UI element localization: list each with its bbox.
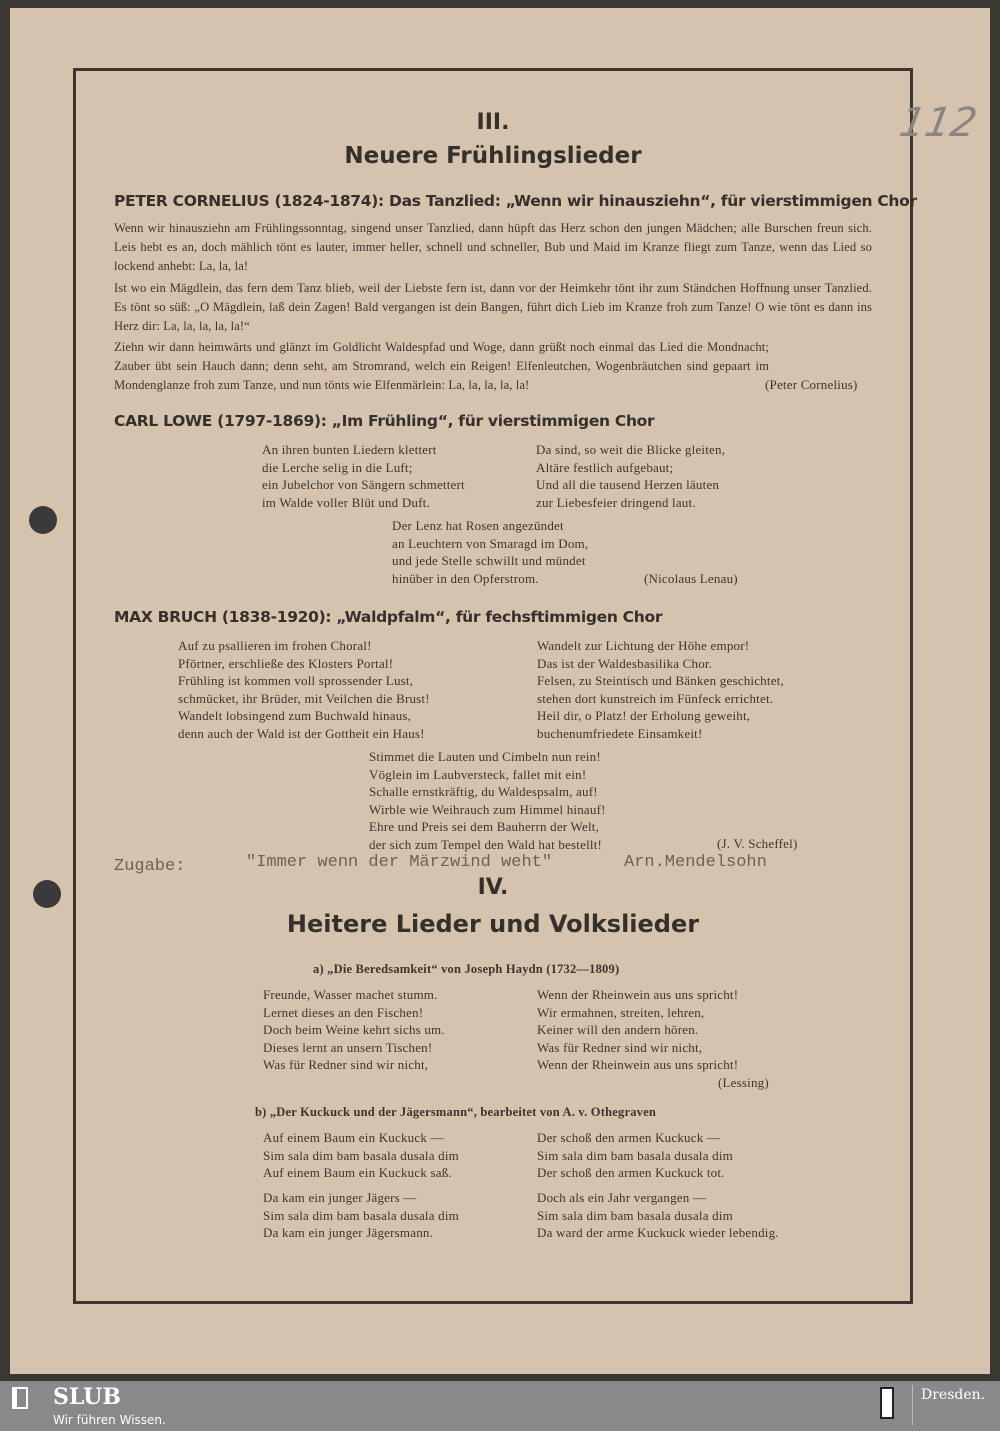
verse-line: Auf zu psallieren im frohen Choral! [178, 638, 372, 653]
attribution: (J. V. Scheffel) [717, 836, 798, 851]
verse-center [369, 748, 606, 854]
verse-line: Sim sala dim bam basala dusala dim [263, 1147, 459, 1163]
piece-heading-loewe: CARL LOWE (1797-1869): „Im Frühling“, für vierstimmigen Chor [114, 412, 655, 430]
verse-line: Da sind, so weit die Blicke gleiten, [536, 442, 726, 457]
verse-left [178, 637, 430, 743]
handwritten-page-number: 112 [895, 100, 981, 146]
section-numeral: III. [476, 110, 510, 135]
verse-line: Und all die tausend Herzen läuten [536, 477, 720, 493]
verse-line: Sim sala dim bam basala dusala dim [263, 1207, 459, 1223]
verse-right [537, 1189, 779, 1242]
verse-line: Wirble wie Weihrauch zum Himmel hinauf! [369, 801, 606, 817]
verse-line: Das ist der Waldesbasilika Chor. [537, 655, 713, 671]
brand-tagline: Wir führen Wissen. [53, 1413, 166, 1427]
verse-line: Wandelt zur Lichtung der Höhe empor! [537, 638, 750, 653]
verse-line: Dieses lernt an unsern Tischen! [263, 1039, 433, 1055]
verse-line: Pförtner, erschließe des Klosters Portal! [178, 655, 394, 671]
verse-line: Auf einem Baum ein Kuckuck — [263, 1130, 444, 1145]
piece-heading-kuckuck: b) „Der Kuckuck und der Jägersmann“, bearbeitet von A. v. Othegraven [255, 1105, 656, 1119]
verse-line: Da kam ein junger Jägers — [263, 1190, 417, 1205]
verse-left [262, 441, 465, 511]
divider [912, 1385, 913, 1425]
verse-line: hinüber in den Opferstrom. [392, 570, 539, 586]
verse-line: Heil dir, o Platz! der Erholung geweiht, [537, 708, 751, 724]
verse-line: Der schoß den armen Kuckuck — [537, 1130, 721, 1145]
verse-line: Vöglein im Laubversteck, fallet mit ein! [369, 766, 587, 782]
footer-bar [0, 1381, 1000, 1431]
verse-line: Sim sala dim bam basala dusala dim [537, 1207, 733, 1223]
verse-right [537, 637, 784, 743]
verse-line: Der schoß den armen Kuckuck tot. [537, 1165, 725, 1181]
piece-heading-bruch: MAX BRUCH (1838-1920): „Waldpfalm“, für fechsftimmigen Chor [114, 608, 663, 626]
verse-line: Ehre und Preis sei dem Bauherrn der Welt, [369, 819, 600, 835]
section-title: Neuere Frühlingslieder [344, 143, 642, 169]
verse-line: Der Lenz hat Rosen angezündet [392, 518, 564, 533]
verse-line: die Lerche selig in die Luft; [262, 459, 413, 475]
brand-logo: SLUB [53, 1384, 121, 1410]
verse-line: Keiner will den andern hören. [537, 1022, 699, 1038]
verse-line: Lernet dieses an den Fischen! [263, 1004, 424, 1020]
encore-composer: Arn.Mendelsohn [624, 853, 767, 872]
encore-title: "Immer wenn der Märzwind weht" [246, 853, 553, 872]
piece-heading-cornelius: PETER CORNELIUS (1824-1874): Das Tanzlied: „Wenn wir hinausziehn“, für vierstimmigen Chor [114, 192, 917, 210]
verse-line: Da kam ein junger Jägersmann. [263, 1225, 434, 1241]
piece-heading-haydn: a) „Die Beredsamkeit“ von Joseph Haydn (1732—1809) [313, 962, 620, 976]
punch-hole [29, 506, 57, 534]
section-numeral: IV. [477, 875, 509, 900]
paragraph: Wenn wir hinausziehn am Frühlingssonntag, singend unser Tanzlied, dann hüpft das Herz schon den jungen Mädchen; alle Burschen freun sich. Leis hebt es an, doch mählich tönt es lauter, immer heller, schnell und schneller, Bub und Maid im Kranze fliegt zum Tanze, wenn das Lied so lockend anhebt: La, la, la! [114, 221, 872, 273]
verse-line: Was für Redner sind wir nicht, [537, 1039, 703, 1055]
verse-left [263, 986, 445, 1074]
verse-line: Sim sala dim bam basala dusala dim [537, 1147, 733, 1163]
verse-line: Wir ermahnen, streiten, lehren, [537, 1004, 705, 1020]
verse-line: Doch als ein Jahr vergangen — [537, 1190, 707, 1205]
verse-line: Was für Redner sind wir nicht, [263, 1057, 429, 1073]
verse-line: ein Jubelchor von Sängern schmettert [262, 477, 465, 493]
verse-line: an Leuchtern von Smaragd im Dom, [392, 535, 589, 551]
encore-label: Zugabe: [114, 857, 186, 876]
paragraph: Ziehn wir dann heimwärts und glänzt im Goldlicht Waldespfad und Woge, dann grüßt noch einmal das Lied die Mondnacht; Zauber übt sein Hauch dann; denn seht, am Stromrand, welch ein Reigen! Elfenleutchen, Wogenbräutchen sind gepaart im Mondenglanze froh zum Tanze, und nun tönts wie Elfenmärlein: La, la, la, la, la! [114, 340, 769, 392]
verse-line: Wenn der Rheinwein aus uns spricht! [537, 1057, 739, 1073]
verse-right [536, 441, 725, 511]
verse-right [537, 986, 738, 1074]
verse-left [263, 1129, 459, 1182]
attribution: (Lessing) [718, 1075, 769, 1090]
book-icon [12, 1387, 28, 1409]
verse-right [537, 1129, 733, 1182]
verse-line: Freunde, Wasser machet stumm. [263, 987, 438, 1002]
verse-line: Frühling ist kommen voll sprossender Lust, [178, 673, 414, 689]
verse-line: Stimmet die Lauten und Cimbeln nun rein! [369, 749, 601, 764]
verse-line: Doch beim Weine kehrt sichs um. [263, 1022, 445, 1038]
verse-line: Felsen, zu Steintisch und Bänken geschichtet, [537, 673, 784, 689]
verse-line: Wandelt lobsingend zum Buchwald hinaus, [178, 708, 412, 724]
verse-line: Altäre festlich aufgebaut; [536, 459, 674, 475]
verse-line: Da ward der arme Kuckuck wieder lebendig. [537, 1225, 779, 1241]
verse-line: der sich zum Tempel den Wald hat bestellt! [369, 836, 603, 852]
attribution: (Nicolaus Lenau) [644, 571, 738, 586]
verse-line: im Walde voller Blüt und Duft. [262, 494, 430, 510]
verse-center [392, 517, 588, 587]
verse-line: stehen dort kunstreich im Fünfeck errichtet. [537, 690, 774, 706]
verse-line: buchenumfriedete Einsamkeit! [537, 725, 703, 741]
verse-line: und jede Stelle schwillt und mündet [392, 553, 586, 569]
verse-left [263, 1189, 459, 1242]
partner-logo: Dresden. [921, 1387, 986, 1403]
paragraph: Ist wo ein Mägdlein, das fern dem Tanz blieb, weil der Liebste fern ist, dann vor der Heimkehr tönt ihr zum Ständchen Hoffnung unser Tanzlied. Es tönt so süß: „O Mägdlein, laß dein Zagen! Bald vergangen ist dein Bangen, führt dich Lieb im Kranze froh zum Tanze! O wie tönt es dann ins Herz dir: La, la, la, la, la!“ [114, 281, 872, 333]
verse-line: denn auch der Wald ist der Gottheit ein Haus! [178, 725, 425, 741]
verse-line: Wenn der Rheinwein aus uns spricht! [537, 987, 739, 1002]
verse-line: Auf einem Baum ein Kuckuck saß. [263, 1165, 452, 1181]
coat-of-arms-icon [880, 1387, 894, 1419]
verse-line: zur Liebesfeier dringend laut. [536, 494, 696, 510]
verse-line: An ihren bunten Liedern klettert [262, 442, 437, 457]
attribution: (Peter Cornelius) [765, 377, 858, 392]
section-title: Heitere Lieder und Volkslieder [286, 910, 700, 938]
verse-line: schmücket, ihr Brüder, mit Veilchen die Brust! [178, 690, 430, 706]
verse-line: Schalle ernstkräftig, du Waldespsalm, auf! [369, 784, 598, 800]
